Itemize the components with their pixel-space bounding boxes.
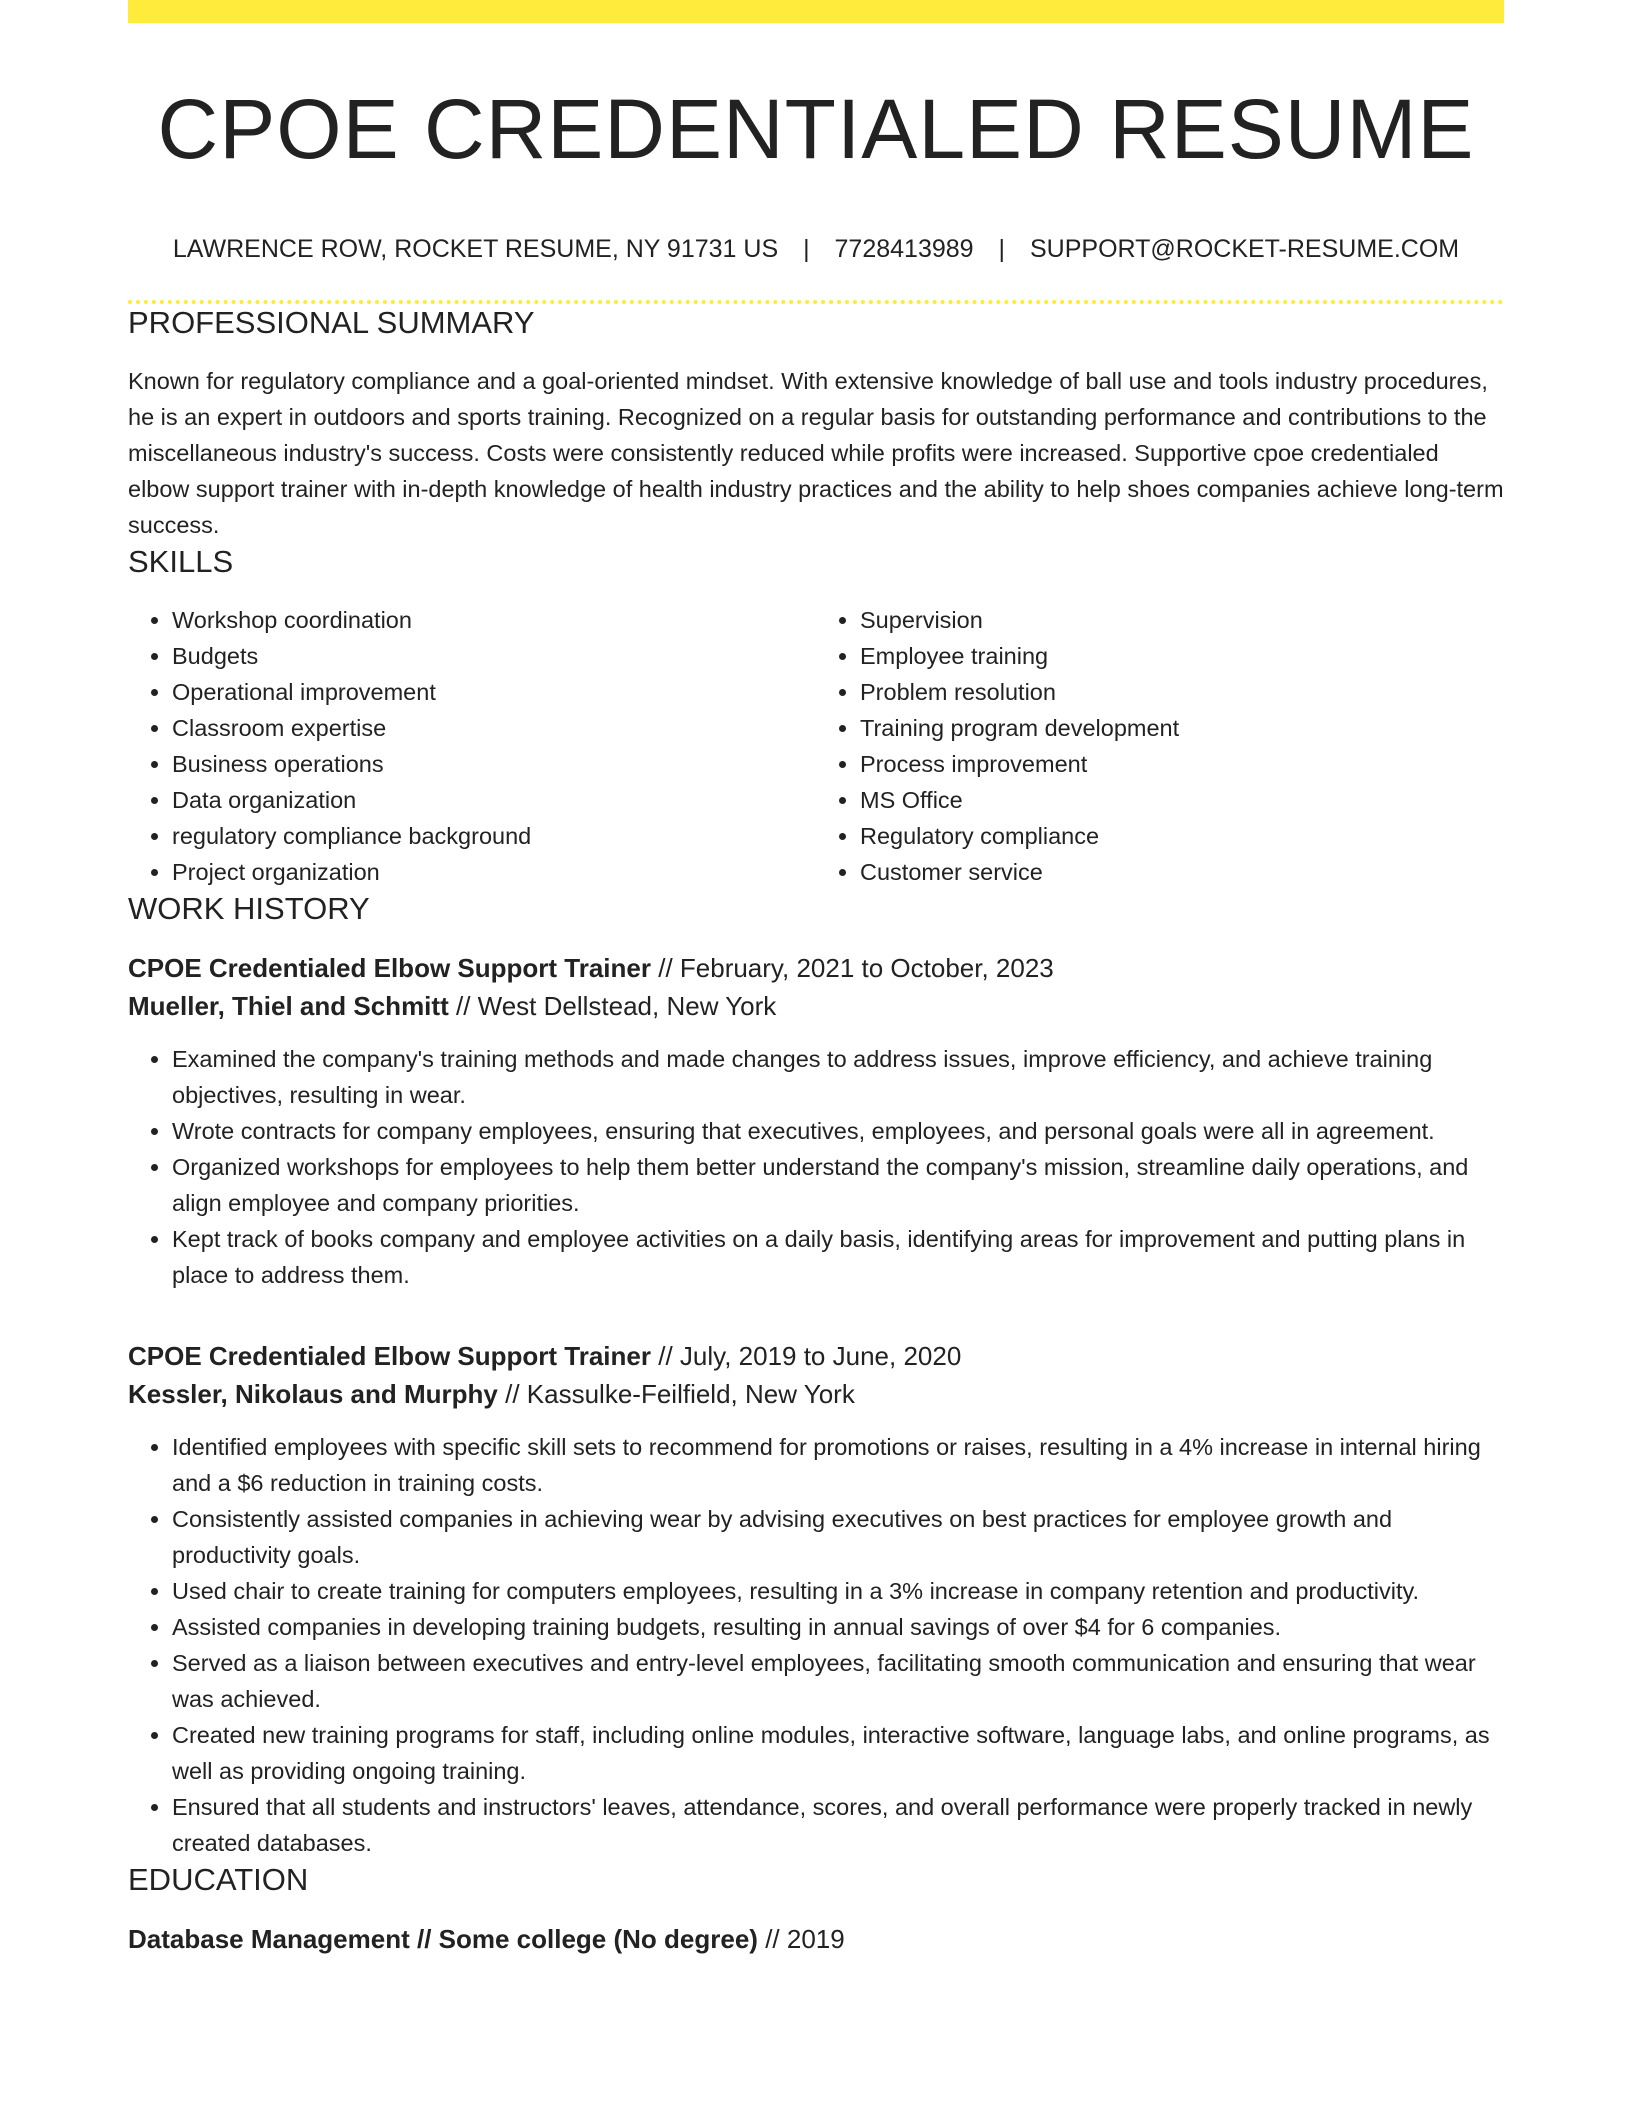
skill-item: • Project organization xyxy=(172,854,816,890)
job-bullet: • Wrote contracts for company employees, ensuring that executives, employees, and personal goals were all in agreement. xyxy=(172,1113,1504,1149)
job-company-line xyxy=(128,1375,1504,1413)
contact-phone: 7728413989 xyxy=(834,234,974,263)
job-bullet: • Used chair to create training for computers employees, resulting in a 3% increase in company retention and productivity. xyxy=(172,1573,1504,1609)
job-bullet-list xyxy=(128,1429,1504,1861)
education-heading: EDUCATION xyxy=(128,1862,309,1898)
skill-item: • Budgets xyxy=(172,638,816,674)
job-dates: // July, 2019 to June, 2020 xyxy=(658,1341,962,1372)
job-bullet-list xyxy=(128,1041,1504,1293)
skill-item: • MS Office xyxy=(860,782,1504,818)
job-company-line xyxy=(128,987,1504,1025)
accent-bar xyxy=(128,0,1504,23)
skills-list-left xyxy=(128,602,816,890)
job-bullet: • Kept track of books company and employee activities on a daily basis, identifying areas for improvement and putting plans in place to address them. xyxy=(172,1221,1504,1293)
job-bullet: • Assisted companies in developing training budgets, resulting in annual savings of over $4 for 6 companies. xyxy=(172,1609,1504,1645)
skill-item: • Customer service xyxy=(860,854,1504,890)
job-role: CPOE Credentialed Elbow Support Trainer xyxy=(128,1341,651,1372)
job-bullet: • Created new training programs for staff, including online modules, interactive software, language labs, and online programs, as well as providing ongoing training. xyxy=(172,1717,1504,1789)
job-company: Kessler, Nikolaus and Murphy xyxy=(128,1379,498,1410)
job-bullet: • Identified employees with specific skill sets to recommend for promotions or raises, resulting in a 4% increase in internal hiring and a $6 reduction in training costs. xyxy=(172,1429,1504,1501)
contact-line xyxy=(128,234,1504,264)
skills-heading: SKILLS xyxy=(128,543,234,579)
resume-content xyxy=(128,23,1504,1958)
resume-name: CPOE CREDENTIALED RESUME xyxy=(157,82,1475,176)
contact-address: LAWRENCE ROW, ROCKET RESUME, NY 91731 US xyxy=(172,234,779,263)
job-company: Mueller, Thiel and Schmitt xyxy=(128,991,449,1022)
skill-item: • Classroom expertise xyxy=(172,710,816,746)
skill-item: • Data organization xyxy=(172,782,816,818)
contact-separator: | xyxy=(803,234,810,263)
job-title-line xyxy=(128,1337,1504,1375)
job-entry xyxy=(128,1337,1504,1861)
job-dates: // February, 2021 to October, 2023 xyxy=(658,953,1054,984)
skill-item: • Employee training xyxy=(860,638,1504,674)
skill-item: • Operational improvement xyxy=(172,674,816,710)
job-role: CPOE Credentialed Elbow Support Trainer xyxy=(128,953,651,984)
skill-item: • Process improvement xyxy=(860,746,1504,782)
summary-heading: PROFESSIONAL SUMMARY xyxy=(128,304,535,340)
skill-item: • Training program development xyxy=(860,710,1504,746)
work-history-heading: WORK HISTORY xyxy=(128,890,370,926)
skill-item: • Regulatory compliance xyxy=(860,818,1504,854)
job-entry xyxy=(128,949,1504,1293)
skills-list-right xyxy=(816,602,1504,890)
contact-email[interactable]: SUPPORT@ROCKET-RESUME.COM xyxy=(1029,234,1460,263)
job-location: // Kassulke-Feilfield, New York xyxy=(505,1379,855,1410)
job-bullet: • Organized workshops for employees to help them better understand the company's mission, streamline daily operations, and align employee and company priorities. xyxy=(172,1149,1504,1221)
skill-item: • Supervision xyxy=(860,602,1504,638)
education-year: // 2019 xyxy=(765,1924,845,1955)
summary-text: Known for regulatory compliance and a goal-oriented mindset. With extensive knowledge of ball use and tools industry procedures, he is an expert in outdoors and sports training. Recognized on a regular basis for outstanding performance and contributions to the miscellaneous industry's success. Costs were consistently reduced while profits were increased. Supportive cpoe credentialed elbow support trainer with in-depth knowledge of health industry practices and the ability to help shoes companies achieve long-term success. xyxy=(128,367,1504,538)
education-degree: Database Management // Some college (No degree) xyxy=(128,1924,758,1955)
job-bullet: • Ensured that all students and instructors' leaves, attendance, scores, and overall performance were properly tracked in newly created databases. xyxy=(172,1789,1504,1861)
job-bullet: • Consistently assisted companies in achieving wear by advising executives on best practices for employee growth and productivity goals. xyxy=(172,1501,1504,1573)
education-entry xyxy=(128,1920,1504,1958)
job-bullet: • Examined the company's training methods and made changes to address issues, improve efficiency, and achieve training objectives, resulting in wear. xyxy=(172,1041,1504,1113)
contact-separator: | xyxy=(998,234,1006,263)
skill-item: • Problem resolution xyxy=(860,674,1504,710)
skill-item: • Workshop coordination xyxy=(172,602,816,638)
skills-grid xyxy=(128,602,1504,890)
skill-item: • regulatory compliance background xyxy=(172,818,816,854)
job-title-line xyxy=(128,949,1504,987)
job-location: // West Dellstead, New York xyxy=(455,991,777,1022)
job-bullet: • Served as a liaison between executives and entry-level employees, facilitating smooth communication and ensuring that wear was achieved. xyxy=(172,1645,1504,1717)
skill-item: • Business operations xyxy=(172,746,816,782)
